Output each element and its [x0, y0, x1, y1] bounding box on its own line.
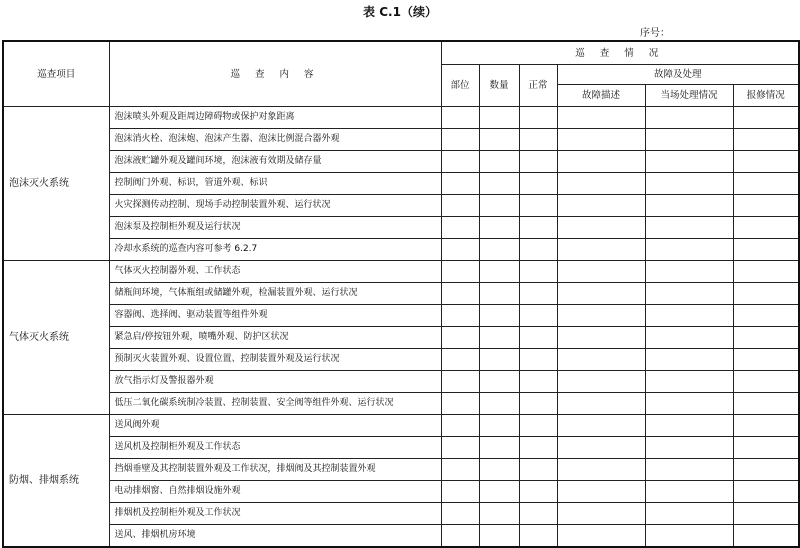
onsite-cell[interactable]: [645, 393, 733, 415]
fault-desc-cell[interactable]: [557, 459, 645, 481]
fault-desc-cell[interactable]: [557, 503, 645, 525]
table-row: [3, 415, 799, 437]
onsite-cell[interactable]: [645, 239, 733, 261]
quantity-cell[interactable]: [479, 393, 519, 415]
repair-cell[interactable]: [733, 503, 799, 525]
onsite-cell[interactable]: [645, 151, 733, 173]
part-cell[interactable]: [441, 503, 479, 525]
fault-desc-cell[interactable]: [557, 217, 645, 239]
onsite-cell[interactable]: [645, 261, 733, 283]
repair-cell[interactable]: [733, 415, 799, 437]
header-fault: 故障及处理: [557, 65, 799, 85]
onsite-cell[interactable]: [645, 371, 733, 393]
fault-desc-cell[interactable]: [557, 415, 645, 437]
repair-cell[interactable]: [733, 327, 799, 349]
table-row: [3, 525, 799, 548]
repair-cell[interactable]: [733, 305, 799, 327]
header-status: 巡 查 情 况: [441, 41, 799, 65]
normal-cell[interactable]: [519, 459, 557, 481]
normal-cell[interactable]: [519, 173, 557, 195]
inspection-content: 泡沫喷头外观及距周边障碍物或保护对象距离: [109, 107, 441, 129]
normal-cell[interactable]: [519, 283, 557, 305]
inspection-content: 挡烟垂壁及其控制装置外观及工作状况，排烟阀及其控制装置外观: [109, 459, 441, 481]
quantity-cell[interactable]: [479, 151, 519, 173]
fault-desc-cell[interactable]: [557, 107, 645, 129]
table-row: [3, 151, 799, 173]
repair-cell[interactable]: [733, 239, 799, 261]
quantity-cell[interactable]: [479, 107, 519, 129]
fault-desc-cell[interactable]: [557, 349, 645, 371]
repair-cell[interactable]: [733, 481, 799, 503]
normal-cell[interactable]: [519, 503, 557, 525]
quantity-cell[interactable]: [479, 371, 519, 393]
part-cell[interactable]: [441, 327, 479, 349]
onsite-cell[interactable]: [645, 437, 733, 459]
inspection-content: 容器阀、选择阀、驱动装置等组件外观: [109, 305, 441, 327]
table-row: [3, 129, 799, 151]
quantity-cell[interactable]: [479, 239, 519, 261]
onsite-cell[interactable]: [645, 481, 733, 503]
onsite-cell[interactable]: [645, 173, 733, 195]
fault-desc-cell[interactable]: [557, 151, 645, 173]
table-row: [3, 107, 799, 129]
quantity-cell[interactable]: [479, 305, 519, 327]
table-row: [3, 371, 799, 393]
normal-cell[interactable]: [519, 481, 557, 503]
normal-cell[interactable]: [519, 151, 557, 173]
part-cell[interactable]: [441, 459, 479, 481]
onsite-cell[interactable]: [645, 305, 733, 327]
fault-desc-cell[interactable]: [557, 261, 645, 283]
part-cell[interactable]: [441, 239, 479, 261]
table-row: [3, 283, 799, 305]
table-row: [3, 261, 799, 283]
table-row: [3, 195, 799, 217]
table-row: [3, 437, 799, 459]
quantity-cell[interactable]: [479, 173, 519, 195]
header-repair: 报修情况: [733, 85, 799, 107]
onsite-cell[interactable]: [645, 283, 733, 305]
table-row: [3, 305, 799, 327]
quantity-cell[interactable]: [479, 261, 519, 283]
onsite-cell[interactable]: [645, 195, 733, 217]
onsite-cell[interactable]: [645, 129, 733, 151]
repair-cell[interactable]: [733, 107, 799, 129]
fault-desc-cell[interactable]: [557, 525, 645, 548]
fault-desc-cell[interactable]: [557, 437, 645, 459]
part-cell[interactable]: [441, 129, 479, 151]
repair-cell[interactable]: [733, 261, 799, 283]
normal-cell[interactable]: [519, 305, 557, 327]
section-name: 防烟、排烟系统: [3, 415, 109, 548]
repair-cell[interactable]: [733, 393, 799, 415]
repair-cell[interactable]: [733, 437, 799, 459]
inspection-content: 送风、排烟机房环境: [109, 525, 441, 548]
fault-desc-cell[interactable]: [557, 481, 645, 503]
inspection-content: 泡沫液贮罐外观及罐间环境，泡沫液有效期及储存量: [109, 151, 441, 173]
quantity-cell[interactable]: [479, 525, 519, 548]
part-cell[interactable]: [441, 481, 479, 503]
onsite-cell[interactable]: [645, 107, 733, 129]
quantity-cell[interactable]: [479, 349, 519, 371]
repair-cell[interactable]: [733, 217, 799, 239]
table-row: [3, 327, 799, 349]
table-row: [3, 239, 799, 261]
repair-cell[interactable]: [733, 371, 799, 393]
table-row: [3, 173, 799, 195]
normal-cell[interactable]: [519, 393, 557, 415]
normal-cell[interactable]: [519, 371, 557, 393]
quantity-cell[interactable]: [479, 217, 519, 239]
normal-cell[interactable]: [519, 349, 557, 371]
fault-desc-cell[interactable]: [557, 371, 645, 393]
header-content: 巡 查 内 容: [109, 41, 441, 107]
inspection-content: 排烟机及控制柜外观及工作状况: [109, 503, 441, 525]
normal-cell[interactable]: [519, 239, 557, 261]
inspection-content: 放气指示灯及警报器外观: [109, 371, 441, 393]
quantity-cell[interactable]: [479, 437, 519, 459]
part-cell[interactable]: [441, 415, 479, 437]
normal-cell[interactable]: [519, 129, 557, 151]
inspection-content: 紧急启/停按钮外观，喷嘴外观、防护区状况: [109, 327, 441, 349]
header-part: 部位: [441, 65, 479, 107]
part-cell[interactable]: [441, 151, 479, 173]
normal-cell[interactable]: [519, 217, 557, 239]
inspection-content: 送风机及控制柜外观及工作状态: [109, 437, 441, 459]
normal-cell[interactable]: [519, 195, 557, 217]
onsite-cell[interactable]: [645, 415, 733, 437]
serial-number-label: 序号：: [640, 28, 670, 39]
inspection-content: 储瓶间环境，气体瓶组或储罐外观，检漏装置外观、运行状况: [109, 283, 441, 305]
fault-desc-cell[interactable]: [557, 173, 645, 195]
inspection-content: 冷却水系统的巡查内容可参考 6.2.7: [109, 239, 441, 261]
repair-cell[interactable]: [733, 525, 799, 548]
fault-desc-cell[interactable]: [557, 305, 645, 327]
quantity-cell[interactable]: [479, 283, 519, 305]
repair-cell[interactable]: [733, 151, 799, 173]
repair-cell[interactable]: [733, 129, 799, 151]
repair-cell[interactable]: [733, 459, 799, 481]
normal-cell[interactable]: [519, 261, 557, 283]
onsite-cell[interactable]: [645, 503, 733, 525]
part-cell[interactable]: [441, 173, 479, 195]
part-cell[interactable]: [441, 283, 479, 305]
part-cell[interactable]: [441, 261, 479, 283]
part-cell[interactable]: [441, 195, 479, 217]
table-row: [3, 503, 799, 525]
table-row: [3, 349, 799, 371]
quantity-cell[interactable]: [479, 481, 519, 503]
fault-desc-cell[interactable]: [557, 195, 645, 217]
normal-cell[interactable]: [519, 107, 557, 129]
fault-desc-cell[interactable]: [557, 239, 645, 261]
part-cell[interactable]: [441, 525, 479, 548]
inspection-content: 泡沫泵及控制柜外观及运行状况: [109, 217, 441, 239]
quantity-cell[interactable]: [479, 327, 519, 349]
part-cell[interactable]: [441, 393, 479, 415]
onsite-cell[interactable]: [645, 349, 733, 371]
table-row: [3, 217, 799, 239]
onsite-cell[interactable]: [645, 459, 733, 481]
onsite-cell[interactable]: [645, 525, 733, 548]
onsite-cell[interactable]: [645, 217, 733, 239]
part-cell[interactable]: [441, 437, 479, 459]
part-cell[interactable]: [441, 349, 479, 371]
normal-cell[interactable]: [519, 437, 557, 459]
section-name: 气体灭火系统: [3, 261, 109, 415]
repair-cell[interactable]: [733, 173, 799, 195]
section-name: 泡沫灭火系统: [3, 107, 109, 261]
part-cell[interactable]: [441, 217, 479, 239]
repair-cell[interactable]: [733, 195, 799, 217]
normal-cell[interactable]: [519, 415, 557, 437]
fault-desc-cell[interactable]: [557, 283, 645, 305]
header-item: 巡查项目: [3, 41, 109, 107]
repair-cell[interactable]: [733, 349, 799, 371]
inspection-content: 控制阀门外观、标识，管道外观、标识: [109, 173, 441, 195]
normal-cell[interactable]: [519, 525, 557, 548]
inspection-content: 电动排烟窗、自然排烟设施外观: [109, 481, 441, 503]
repair-cell[interactable]: [733, 283, 799, 305]
table-row: [3, 481, 799, 503]
quantity-cell[interactable]: [479, 415, 519, 437]
part-cell[interactable]: [441, 305, 479, 327]
header-onsite: 当场处理情况: [645, 85, 733, 107]
onsite-cell[interactable]: [645, 327, 733, 349]
inspection-content: 火灾探测传动控制、现场手动控制装置外观、运行状况: [109, 195, 441, 217]
inspection-content: 送风阀外观: [109, 415, 441, 437]
quantity-cell[interactable]: [479, 459, 519, 481]
quantity-cell[interactable]: [479, 195, 519, 217]
fault-desc-cell[interactable]: [557, 393, 645, 415]
part-cell[interactable]: [441, 107, 479, 129]
fault-desc-cell[interactable]: [557, 327, 645, 349]
part-cell[interactable]: [441, 371, 479, 393]
inspection-content: 气体灭火控制器外观、工作状态: [109, 261, 441, 283]
inspection-content: 泡沫消火栓、泡沫炮、泡沫产生器、泡沫比例混合器外观: [109, 129, 441, 151]
quantity-cell[interactable]: [479, 503, 519, 525]
header-normal: 正常: [519, 65, 557, 107]
header-fault-desc: 故障描述: [557, 85, 645, 107]
header-quantity: 数量: [479, 65, 519, 107]
inspection-table: [2, 40, 800, 548]
inspection-content: 低压二氧化碳系统制冷装置、控制装置、安全阀等组件外观、运行状况: [109, 393, 441, 415]
fault-desc-cell[interactable]: [557, 129, 645, 151]
table-row: [3, 459, 799, 481]
normal-cell[interactable]: [519, 327, 557, 349]
table-title: 表 C.1（续）: [363, 5, 437, 19]
table-row: [3, 393, 799, 415]
quantity-cell[interactable]: [479, 129, 519, 151]
inspection-content: 预制灭火装置外观、设置位置、控制装置外观及运行状况: [109, 349, 441, 371]
